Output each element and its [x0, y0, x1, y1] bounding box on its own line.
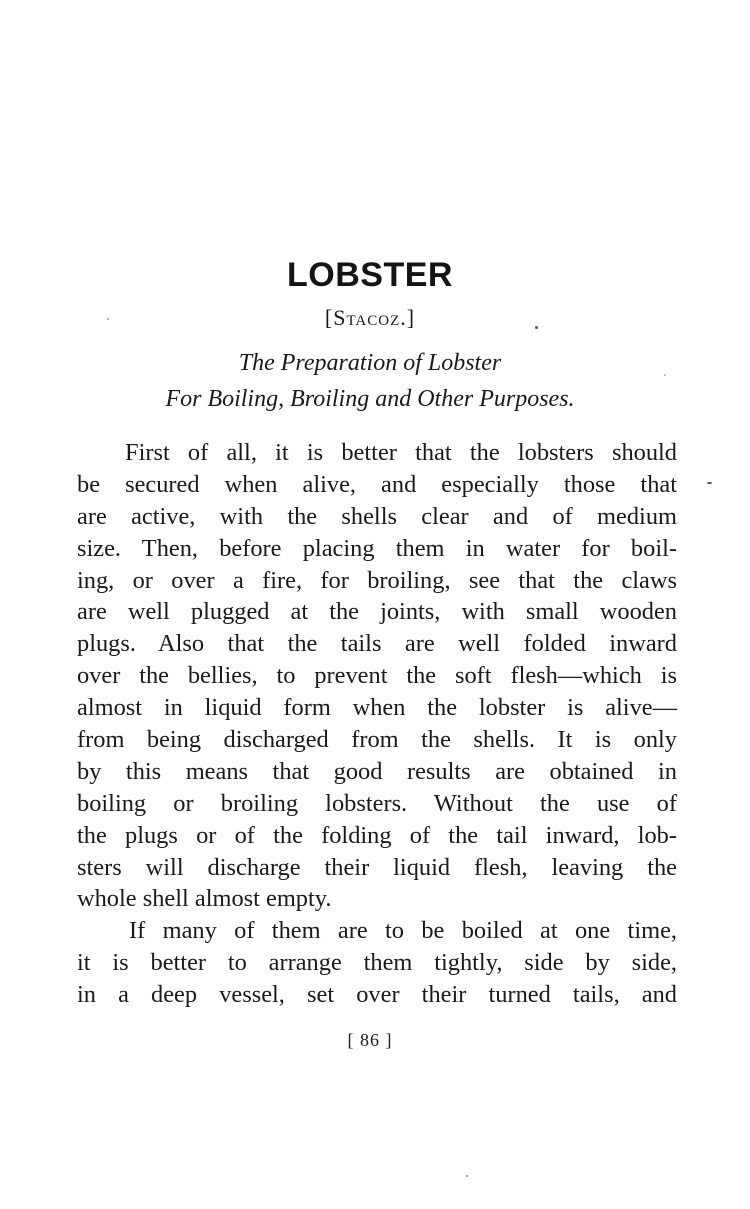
text-line: sters will discharge their liquid flesh, leaving the [77, 853, 677, 881]
text-line: it is better to arrange them tightly, side by side, [77, 949, 677, 977]
text-line: be secured when alive, and especially those that [77, 470, 677, 498]
text-line: whole shell almost empty. [77, 885, 332, 913]
scan-speck [107, 318, 109, 320]
scan-speck [664, 374, 666, 376]
body-text [77, 437, 677, 1011]
text-line: size. Then, before placing them in water for boil- [77, 534, 677, 562]
subtitle-open-bracket: [ [324, 305, 334, 330]
text-line: from being discharged from the shells. It is only [77, 726, 677, 754]
scan-speck [535, 326, 538, 329]
page-title: LOBSTER [287, 256, 453, 294]
text-line: First of all, it is better that the lobsters should [125, 439, 677, 466]
text-line: ing, or over a fire, for broiling, see that the claws [77, 566, 677, 594]
section-heading-line-1: The Preparation of Lobster [238, 350, 502, 376]
text-line: If many of them are to be boiled at one time, [129, 917, 677, 945]
subtitle-text: Stacoz. [333, 305, 407, 330]
subtitle-close-bracket: ] [406, 305, 416, 330]
scan-speck [466, 1175, 468, 1177]
section-heading-line-2: For Boiling, Broiling and Other Purposes. [165, 386, 575, 412]
page-subtitle [0, 305, 740, 331]
text-line: over the bellies, to prevent the soft flesh—which is [77, 662, 677, 690]
text-line: in a deep vessel, set over their turned tails, and [77, 981, 677, 1009]
text-line: are well plugged at the joints, with small wooden [77, 598, 677, 626]
text-line: boiling or broiling lobsters. Without the use of [77, 789, 677, 817]
text-line: are active, with the shells clear and of medium [77, 502, 677, 530]
text-line: by this means that good results are obtained in [77, 757, 677, 785]
text-line: the plugs or of the folding of the tail inward, lob- [77, 821, 677, 849]
text-line: almost in liquid form when the lobster is alive— [77, 694, 677, 722]
text-line: plugs. Also that the tails are well folded inward [77, 630, 677, 658]
page-number: [ 86 ] [347, 1030, 393, 1050]
scan-speck [707, 482, 712, 484]
